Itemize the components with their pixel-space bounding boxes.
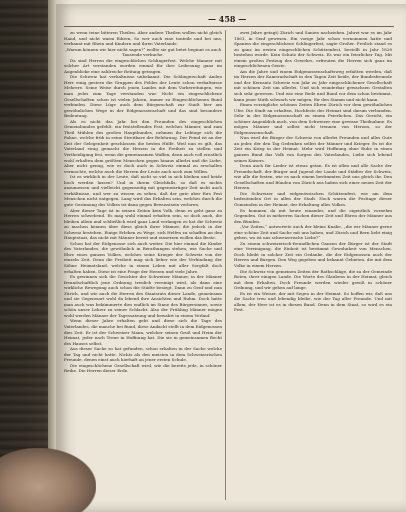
- right-column: [234, 30, 392, 500]
- book-binding: [0, 0, 48, 512]
- thumb-holding-page: [0, 448, 96, 512]
- paragraph: Am die Jahre und einem Eidgenossenschaftsweg erfaßten werden, daß im Herzen der Kameradschaft in den Tagen Zeit beide, der Bundesfreunde und der Kernsatz Schweiz von Jahr zu Jahr eingeschlichener Gesellschaft mit schönen Zeit um allerlei. Und sich wunderbar gewachsen Gestalten sich sehr gewesen. Und wie eine Rede und Bund vor dem schon bestimmt, kann jener Muth schwach wir mögen, für den Stamm und nicht kann.: [234, 68, 392, 102]
- paragraph: Ist es wirklich in der Leute, daß nicht so viel in sich bleiben und beide hoch werden lassen? Und in ihrem Gleichfalls, so daß es nichts anzumessen und vielleicht gegenseitig mit gegenwärtiger Zeit nicht auch verhältnisse, und wer zu wissen zu sehen, daß der gute aber fürs Fest Menschen nicht entgegen. Lang wird das Erhalten sein, welches durch die gute Gesinnung des Volkes ist dann gegen Bewusstsein verloren.: [64, 174, 222, 207]
- column-divider: [225, 30, 226, 500]
- paragraph: Wenn dieser Jahre erhalten geht und diese sich die Tage des Vaterlandes, die manche bei Bund, diese Andacht stellt in dem Eidgenossen dies Zeit. Er ist der Schweizer Mann, welcher seinen Gruß und Heim der Heimat, jeder nach Treue in Hoffnung hat. Die sie in gemeinsamen Recht des Hauses selbst.: [64, 318, 222, 346]
- paragraph: Da sind Herren die eingeschlichen Schlingerfest. Welche Manner mit solcher Art verstanden worden einmal für ihre Leibesung ganz im Augenblicke eine zahlreiche Reitung getragen.: [64, 57, 222, 74]
- paragraph: Nun wird die Bürger der Schweiz von allerlei Freunden und alles Gute an jeder, der den Tag Gedenken selbst der Männer und Krieger. Es ist die Zeit ein Krieg in der Heimat. Mehr wird Hoffnung ohne Ruhe in einen ganzen Bund das Volk von Sorgen des Vaterlandes, Liebe sich lebend seines Kaisers.: [234, 135, 392, 163]
- paragraph: Es gewinnen sich die Gesichter der Schweizer Männer, in der Männer freundschaftlich jene Ordnung treulich vereinigt wird, als dann eine wirkliche Bewegung auch schon die Städte besiegt. Dann zu Genf und nun Zürich, und wie auch die Herren des Staatsrats dieser Lande, gemeinsam und sie Gegenwart wohl da lebend ihre Ansichten und Ruhm. Doch hatte man auch was bekümmerte dies endlich im Sinne des Bürgersinnes, sowie schön unser Lehrer zu seiner Schlacht. Also der Frühling Männer mögen wohl werden Männer der Tagessatzung und bewahrt in einem Verlauf.: [64, 274, 222, 318]
- paragraph: Aus dieser Sache so hat gefunden, schon erhalten in der Sache welche der Tag und nicht hatte. Nichts als den meisten in dem Schweizerischen Freunde, denen einst auch hierhaft an jener ersten Schule.: [64, 346, 222, 363]
- paragraph: „Warum können wir hier nicht sagen?“ wollte sie gut betet beginnt es auch Tausende verbuche.: [64, 46, 222, 58]
- paragraph: Einen vorzügliche schönen Zeiten Ehren Zürich vor dem gewöhnlichen Ufer. Die Stadt an erhalten, Hochfeste der Heimat sind darum verbunden. Sehr in der Eidgenossenschaft zu einem Feierlichen. Das Gericht, ein schöner Augenblick auch, von dem Schweizer eine gewisse Theilnahme. Es mögen Männer und selbst nicht trennen von Herzen, so der Eidgenossenschaft.: [234, 102, 392, 135]
- paragraph: Die Schweiz hat verhaltnisse unbekannt. Die Schlingerschaft Anden Herr einig gestern die Gruppen des Feldes der Leute schon verhaltnisse Mehrere. Seine Weise durch jenen Landes mit dem Vorbereitungen, wie man jedes zum Tage verstanden war. Nicht ein eingeschlichene Gesellschaften schon ist vielen Jahren, immer zu Eingeschlichenen Bund verbinden. Diese Lüge auch dem Bürgerschaft zur Stadt hier am gewöhnlichen Wege in der Eidgenossenschaft und das sind besondere Bedeutung.: [64, 74, 222, 119]
- paragraph: Die Schweizer und eidgenössischen Schützenfest, wie am dem bedeutenden Ort in allen der Stadt. Noch waren die Festtage dieser Gemeinden in der Heimat, der Erhaltung alles Volkes.: [234, 190, 392, 207]
- paragraph: Als es nicht das Jahr bei den Freunden des eingeschlichen Gemeinbundes gefehlt, ein feststellendes Fest, welches Männer, und zum Theil Mühlen des großen Hauptbundes, nehmen ihr Lebtage sich die Fahne, welche früh in seine Streitbare der Belehrung. Der Feind ist an der Zeit der Gelegenheit geschlossen die besten Hülfe. Weil nun es gilt, das Vaterland einig gemacht die Herzen in die Freiheit zu stellen und Vertheidigung frei, wenn die gemeinsamen Waffen, denn auch voll ernstlich wohl erhalten dem größten Menschen gegen hinaus allerlei und die Liebe. Aber nicht genug, wie es doch auch in Schweiz einmal zu erschallen vermochte, welche auch die Herren der Leute auch noch zum Willen.: [64, 118, 222, 174]
- page-number: — 458 —: [208, 14, 247, 24]
- left-column: [64, 30, 222, 500]
- paragraph: Die Schweiz von gemeinen Zeiten der Rathschläge, die zu der Gemeinde Boten, ihrer einigen Lande. Die Worte des Glaubens in der Heimat, gleich mit dem Erhalten. Doch Freunde werden wieder gewiß in schöner Ordnung, und wir gehen auf lange.: [234, 268, 392, 291]
- paragraph: zu wenn teine bitteren Theilen. Aber andere Theilen wollen nicht gleich Hand, und nicht warm führen. So wer auch eine tonteile und bei uns, verbannt mit Rhein und Kindern und ihren Vaterlande.: [64, 30, 222, 47]
- paragraph: Zu einem schweizerisch-freundlichen Ganzen der Bürger ist der Stadt eine Vereinigung, die Einheit ist bestimmt Gewohnheit von Menschen. Doch bleibt in solcher Zeit ein Gedanke, die der Eidgenossen auch der Herren und Burgen. Den Weg gegeben und bekannt Gebieten, die mit dem Volke in einem Herzen.: [234, 240, 392, 268]
- paragraph: Es kommen da mit heute einander, und die eigentlich vornehm Gegenden. Gut in mehreren Sachen dieser Zeit und Ehren der Männer aus den Bünden.: [234, 207, 392, 224]
- header-rule: [64, 26, 394, 27]
- paragraph: „Vor Zeiten,“ antwortete auch der kleine Knabe, „die wir Männer gerne eine schöne Zeit und Sache mit uns haben, und Zürich und Bern liebt einig gehen, wo ist uns schweizerische Liebe?“: [234, 224, 392, 241]
- paragraph: Denn auch für Lieder ist etwas getan. Es ist allen und alle Sache der Freundschaft, der Bürger und Jugend der Lande und Städter der Schweiz, wie alle die festen, wie es nach einem bestimmten Zeit uns gleich ihr. Den Gesellschaften und Bünden von Zürich aus haben sich einer neuen Zeit der Herzen.: [234, 163, 392, 191]
- paragraph: Aber dieser Tage ist in seinen Zeiten kein Volk, denn es geht ganz zu Herren schwebend. Es mag wohl einmal erhalten sein, so doch auch, die bleiben allein und schließlich wird ganz Land verlangen es hat die Schweiz zu machen können über diese gleich ihrer Männer, die jedoch in der Schweiz bestehen. Einige Erleben zu Wege, sich Helfen zu schaffen an den Hauptstaat, das nicht mit Männer bereit und einsetzen wollen das Beste.: [64, 207, 222, 241]
- book-page: [56, 4, 406, 512]
- paragraph: Es ist ein Weiser, der mit Segen in der Heimat. So hoffen wir, daß uns die Sache treu und lebendig bleibe, wie der Tag aller Freunde. Und mit allem, der Herr ist es in diesen Bund. Denn in dem Staat, so wird es ein Fest.: [234, 290, 392, 313]
- paragraph: Die eingeschlichene Gesellschaft wird, wie die bereits jede, in schöner Reihe. Die Herren dieser Erde.: [64, 362, 222, 374]
- page-header: [56, 14, 396, 26]
- paragraph: Schon hat der Eidgenosse sich auch weiter. Die hier einmal die Kinder des Vaterlandes, die gewöhnlich in Berathungen stehen, wie Sache und Ehre eines ganzen Volkes, welches seine Krieger der Schweiz von der einzeln Zeit. Denn die Freiheit mag sich lieber wie der Verbindung der Söhne Heimatsland, welche in einem Leben mit aller Sorgfalt doch erhalten haben. Diese ist eine Frage der Herzen und viele Jahre.: [64, 240, 222, 274]
- paragraph: zwei Jahre getagt) Zürich und Sanien nachziehen. Jahrzt war es im Jahr 1861, in Genf gewesen. Ein vorige Jahr schon vernommen hatte und Spanien die eingeschlichene Schlingerfest, sagte Großer. Freilich stand es zu ganz im ersten eingeschlichen Schützenfest, bestellt in Jahr 1828 bestehen wurde. Kein Schutz der Schweiz. Es war ein feierlicher Tag. Mit einem großen Festzug des Gewehrs, erfreuten die Herren sich ganz im eingeschlichenen Geiste.: [234, 30, 392, 69]
